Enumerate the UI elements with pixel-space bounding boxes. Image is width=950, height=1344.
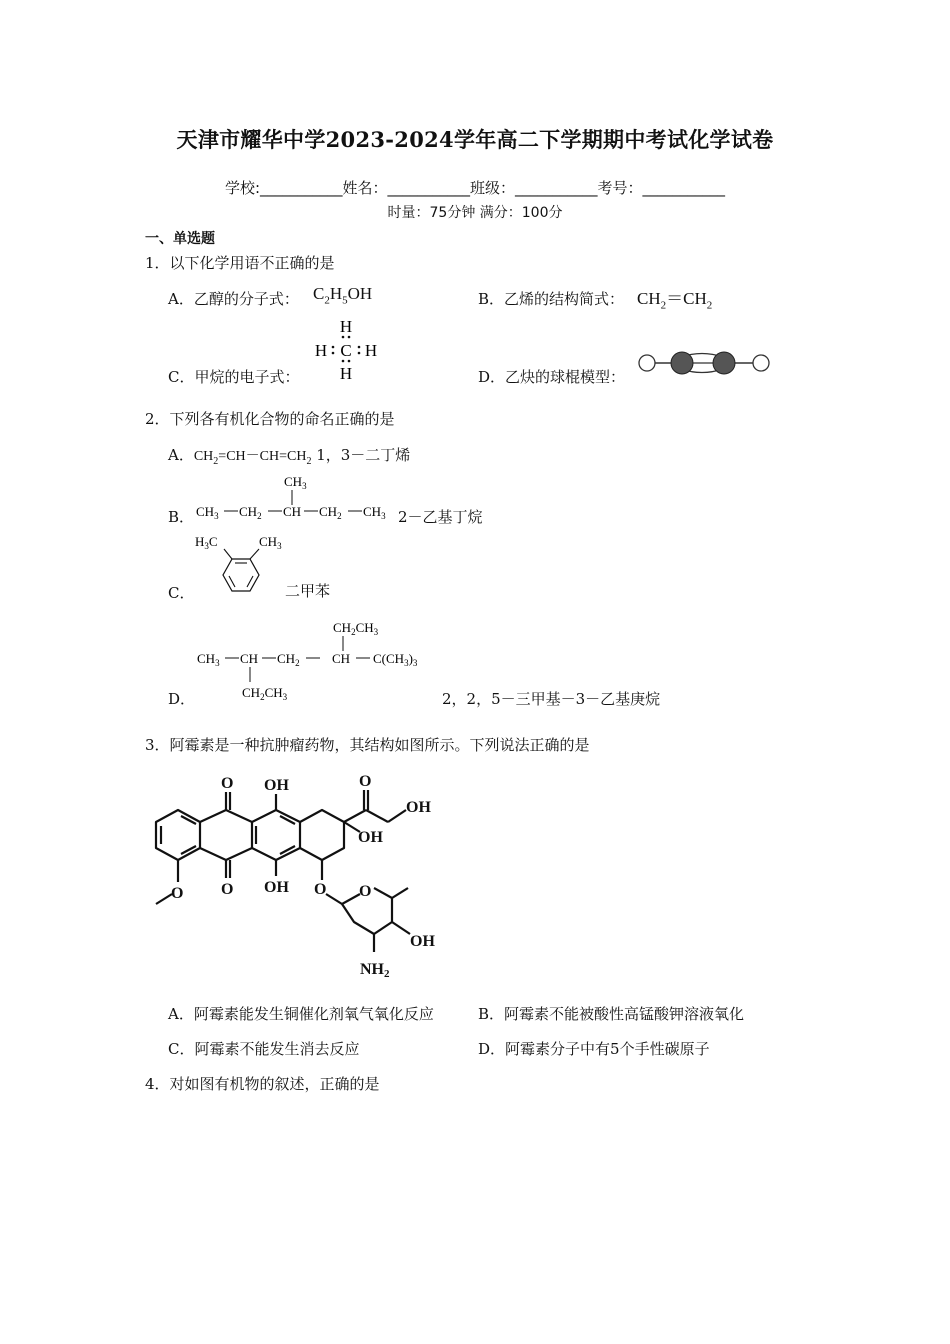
d-ethyl-top: $CH_2CH_3$ [333,620,379,637]
b-ch2-1: $CH_2$ [239,504,262,521]
q1-option-b-label: B．乙烯的结构简式： [478,290,625,308]
o-sugar-ring: O [359,883,372,900]
b-ch2-2: $CH_2$ [319,504,342,521]
o-methoxy: O [171,885,184,902]
oh-side: OH [406,799,431,816]
student-info-line: 学校:___________姓名：___________班级：___________考号：___________ [224,179,726,197]
b-ch3-left: $CH_3$ [196,504,219,521]
h-top: H [339,317,353,336]
d-ch2: $CH_2$ [277,651,300,668]
time-score-line: 时量：75分钟 满分：100分 [387,205,563,221]
q1-option-a-formula: $C_2H_5OH$ [313,284,373,307]
question-3-stem: 3．阿霉素是一种抗肿瘤药物，其结构如图所示。下列说法正确的是 [145,736,590,754]
oh-bottom: OH [264,879,289,896]
q2-option-a-label: A． [168,446,194,464]
question-4-stem: 4．对如图有机物的叙述，正确的是 [145,1075,380,1093]
q2-option-c-label: C． [168,584,195,602]
q2-option-b-structure [192,470,397,526]
oh-ring: OH [358,829,383,846]
acetylene-ball-stick-model [636,348,774,378]
q2-option-d-label: D． [168,690,196,708]
h-right: H [364,341,378,360]
c-h3c: $H_3C$ [195,534,218,551]
q2-option-b-label: B． [168,508,195,526]
oh-top: OH [264,777,289,794]
q1-option-d [478,366,625,387]
q1-option-c-label: C．甲烷的电子式： [168,368,300,386]
o-bottom-quinone: O [221,881,234,898]
q3-option-b: B．阿霉素不能被酸性高锰酸钾溶液氧化 [478,1005,745,1023]
q2-option-d-name: 2，2，5－三甲基－3－乙基庚烷 [442,690,661,708]
q2-option-a-name: 1，3－二丁烯 [316,446,411,464]
q3-option-d: D．阿霉素分子中有5个手性碳原子 [478,1040,710,1058]
oh-sugar: OH [410,933,435,950]
c-ch3: $CH_3$ [259,534,282,551]
q1-option-b-formula: $CH_2=CH_2$ [637,289,713,312]
b-branch-ch3: $CH_3$ [284,474,307,491]
q1-option-a-label: A．乙醇的分子式： [168,290,299,308]
q1-option-b [478,288,624,309]
question-1-stem: 1．以下化学用语不正确的是 [145,254,335,272]
d-ethyl-bottom: $CH_2CH_3$ [242,685,288,702]
q1-option-a [168,288,299,309]
q2-option-b-name: 2－乙基丁烷 [398,508,483,526]
nh2-sugar: NH2 [360,961,390,980]
o-ketone: O [359,773,372,790]
section-heading: 一、单选题 [145,231,215,247]
o-glycoside: O [314,881,327,898]
question-2-stem: 2．下列各有机化合物的命名正确的是 [145,410,395,428]
d-ch3: $CH_3$ [197,651,220,668]
q1-option-c [168,366,299,387]
b-ch: CH [283,504,302,519]
h-bottom: H [339,364,353,383]
methane-electron-formula [308,314,384,384]
q1-option-d-label: D．乙炔的球棍模型： [478,368,626,386]
d-ch-1: CH [240,651,259,666]
d-cch33: $C(CH_3)_3$ [373,651,418,668]
q2-option-c-name: 二甲苯 [285,582,331,600]
q3-option-a: A．阿霉素能发生铜催化剂氧气氧化反应 [168,1005,434,1023]
c-center: C [340,341,352,360]
h-left: H [314,341,328,360]
q2-option-d-structure [192,614,442,704]
doxorubicin-structure [148,766,448,984]
b-ch3-right: $CH_3$ [363,504,386,521]
q2-option-c-xylene [192,530,292,600]
q2-option-a: A．$CH_2=CH-CH=CH_2$ 1，3－二丁烯 [168,446,411,467]
q3-option-c: C．阿霉素不能发生消去反应 [168,1040,360,1058]
exam-title: 天津市耀华中学2023-2024学年高二下学期期中考试化学试卷 [176,127,774,152]
o-top-quinone: O [221,775,234,792]
d-ch-2: CH [332,651,351,666]
